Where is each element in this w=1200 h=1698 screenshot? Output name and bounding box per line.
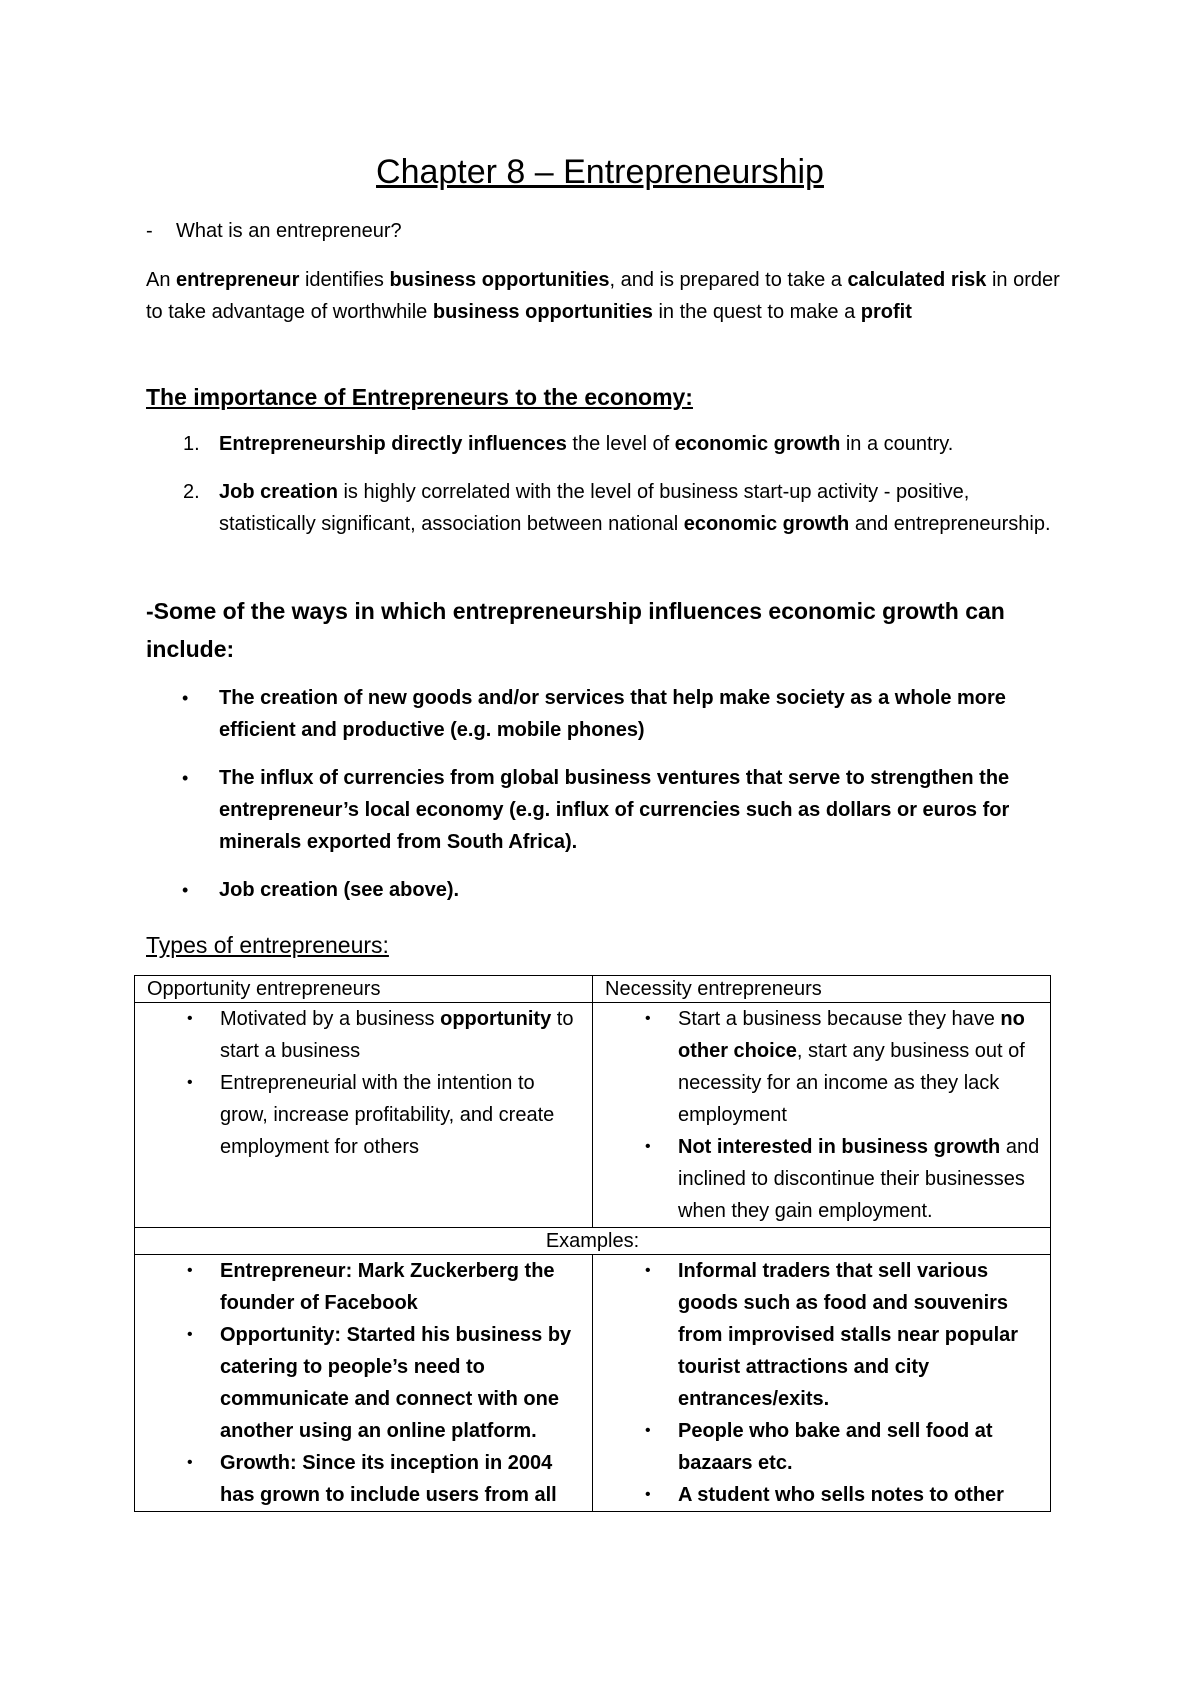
table-header-row [135,976,1051,1003]
item-bold: A student who sells notes to other [678,1484,1004,1506]
definition-text: identifies [299,269,390,291]
bullet-icon: • [645,1262,651,1279]
cell-list [135,1003,592,1163]
list-item [146,682,1066,746]
ways-list [146,682,1066,922]
item-text: , start any business out of necessity for an income as they lack employment [678,1040,1025,1126]
list-item [146,476,1066,540]
examples-label: Examples: [135,1228,1051,1255]
list-item [135,1067,592,1163]
list-item [593,1479,1050,1507]
list-number: 1. [183,433,200,455]
question-line [146,218,402,244]
item-bold: opportunity [440,1008,552,1030]
importance-list [146,428,1066,556]
item-bold: economic growth [683,513,850,535]
bullet-icon: • [645,1138,651,1155]
ways-heading: -Some of the ways in which entrepreneurship influences economic growth can include: [146,598,1005,662]
list-item [593,1415,1050,1479]
bullet-icon: • [187,1262,193,1279]
bullet-icon: • [187,1010,193,1027]
question-text: What is an entrepreneur? [176,220,402,242]
definition-text: in order to take advantage of worthwhile [146,269,1060,323]
item-bold: Opportunity: Started his business by catering to people’s need to communicate and connect with one another using an online platform. [220,1324,572,1442]
item-bold: Informal traders that sell various goods such as food and souvenirs from improvised stalls near popular tourist attractions and city entrances/exits. [678,1260,1019,1410]
bullet-icon: • [645,1010,651,1027]
item-bold: People who bake and sell food at bazaars etc. [678,1420,993,1474]
item-bold: no other choice [678,1008,1025,1062]
page-title: Chapter 8 – Entrepreneurship [376,153,824,191]
list-item [135,1003,592,1067]
item-bold: Entrepreneur: Mark Zuckerberg the founder of Facebook [220,1260,555,1314]
dash-marker: - [146,220,153,242]
item-text: to start a business [220,1008,574,1062]
item-bold: economic growth [674,433,841,455]
cell-list [135,1255,592,1507]
list-item [593,1003,1050,1131]
list-number: 2. [183,481,200,503]
types-heading: Types of entrepreneurs: [146,932,389,958]
table-row [135,1255,1051,1512]
cell-list [593,1255,1050,1507]
definition-paragraph [146,264,1066,328]
table-cell [135,1003,593,1228]
item-text: Motivated by a business [220,1008,441,1030]
item-text: in a country. [840,433,954,455]
definition-bold: profit [860,301,912,323]
item-bold: Not interested in business growth [678,1136,1001,1158]
item-bold: Job creation [219,481,338,503]
item-bold: The influx of currencies from global business ventures that serve to strengthen the entrepreneur’s local economy (e.g. influx of currencies such as dollars or euros for minerals exported from South Africa). [219,767,1010,853]
cell-clip [135,1255,592,1507]
definition-text: An [146,269,177,291]
definition-bold: calculated risk [847,269,987,291]
item-bold: Growth: Since its inception in 2004 has grown to include users from all [220,1452,557,1506]
item-text: and inclined to discontinue their businesses when they gain employment. [678,1136,1040,1222]
definition-text: , and is prepared to take a [609,269,848,291]
list-item [146,874,1066,906]
item-bold: Entrepreneurship directly influences [219,433,567,455]
examples-row [135,1228,1051,1255]
bullet-icon: • [182,688,189,708]
bullet-icon: • [187,1074,193,1091]
definition-text: in the quest to make a [652,301,861,323]
column-header: Necessity entrepreneurs [593,976,1051,1003]
list-item [146,428,1066,460]
cell-list [593,1003,1050,1227]
bullet-icon: • [182,768,189,788]
item-text: is highly correlated with the level of business start-up activity - positive, statistically significant, association between national [219,481,970,535]
definition-bold: business opportunities [389,269,610,291]
item-text: Entrepreneurial with the intention to grow, increase profitability, and create employment for others [220,1072,555,1158]
list-item [146,762,1066,858]
cell-clip [593,1255,1050,1507]
entrepreneur-types-table [134,975,1051,1512]
list-item [593,1131,1050,1227]
item-bold: Job creation (see above). [219,879,460,901]
bullet-icon: • [645,1486,651,1503]
item-text: the level of [566,433,675,455]
bullet-icon: • [645,1422,651,1439]
definition-bold: business opportunities [432,301,653,323]
column-header: Opportunity entrepreneurs [135,976,593,1003]
item-bold: The creation of new goods and/or services that help make society as a whole more efficient and productive (e.g. mobile phones) [219,687,1006,741]
item-text: and entrepreneurship. [849,513,1051,535]
list-item [135,1319,592,1447]
bullet-icon: • [187,1454,193,1471]
table-cell [135,1255,593,1512]
list-item [593,1255,1050,1415]
list-item [135,1447,592,1507]
table-cell [593,1255,1051,1512]
table-row [135,1003,1051,1228]
importance-heading: The importance of Entrepreneurs to the economy: [146,384,693,410]
table-cell [593,1003,1051,1228]
bullet-icon: • [187,1326,193,1343]
bullet-icon: • [182,880,189,900]
definition-bold: entrepreneur [176,269,300,291]
item-text: Start a business because they have [678,1008,1001,1030]
list-item [135,1255,592,1319]
